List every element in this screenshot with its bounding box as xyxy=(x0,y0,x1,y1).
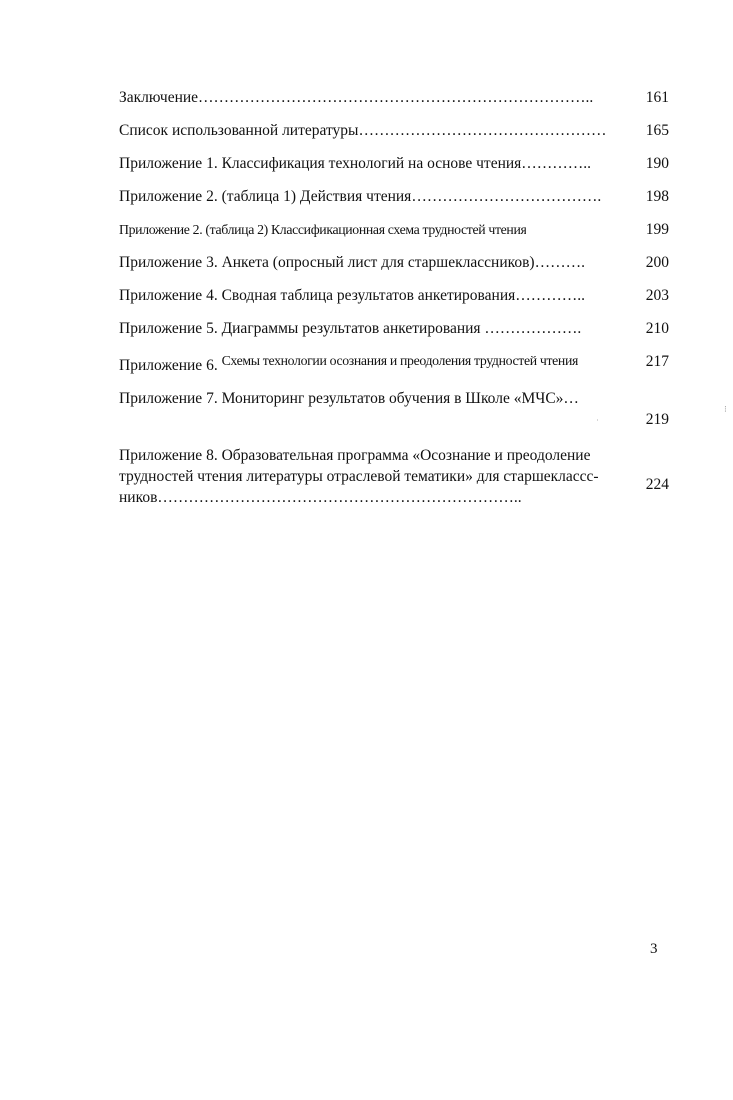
toc-entry-title: Приложение 2. (таблица 2) Классификационная схема трудностей чтения xyxy=(119,222,527,237)
toc-entry-appendix-3 xyxy=(119,253,669,286)
toc-entry-label: Приложение 6. xyxy=(119,357,218,374)
toc-entry-appendix-5 xyxy=(119,319,669,352)
toc-entry-title: Приложение 4. Сводная таблица результатов анкетирования………….. xyxy=(119,287,585,304)
toc-entry-page: 219 xyxy=(645,411,669,428)
toc-entry-title: Приложение 3. Анкета (опросный лист для старшеклассников)………. xyxy=(119,254,585,271)
toc-entry-page: 200 xyxy=(645,254,669,271)
toc-entry-title: Приложение 8. Образовательная программа «Осознание и преодоление трудностей чтения литературы отраслевой тематики» для старшеклассс-ников…………………………………………………………….. xyxy=(119,447,599,506)
toc-entry-appendix-1 xyxy=(119,154,669,187)
toc-entry-page: 203 xyxy=(645,287,669,304)
toc-entry-title: Заключение………………………………………………………………….. xyxy=(119,89,594,106)
toc-entry-page: 165 xyxy=(645,122,669,139)
toc-entry-title-wrap xyxy=(119,356,578,376)
toc-entry-page: 224 xyxy=(645,476,669,493)
toc-entry-title: Список использованной литературы………………………………………… xyxy=(119,122,607,139)
toc-entry-title: Схемы технологии осознания и преодоления трудностей чтения xyxy=(221,356,578,368)
scan-speck: ˙ xyxy=(596,418,599,428)
scan-speck: ⁝ xyxy=(724,404,727,414)
toc-entry-conclusion xyxy=(119,88,669,121)
toc-entry-page: 217 xyxy=(645,353,669,370)
toc-entry-appendix-2-table-2 xyxy=(119,220,669,253)
toc-entry-page: 198 xyxy=(645,188,669,205)
toc-entry-appendix-8 xyxy=(119,445,669,511)
table-of-contents xyxy=(119,88,669,511)
toc-entry-page: 210 xyxy=(645,320,669,337)
toc-entry-appendix-6 xyxy=(119,352,669,389)
toc-entry-title: Приложение 5. Диаграммы результатов анкетирования ………………. xyxy=(119,320,582,337)
page-number: 3 xyxy=(650,941,658,957)
toc-entry-page: 161 xyxy=(645,89,669,106)
toc-entry-page: 190 xyxy=(645,155,669,172)
toc-entry-references xyxy=(119,121,669,154)
toc-entry-title: Приложение 1. Классификация технологий на основе чтения………….. xyxy=(119,155,592,172)
toc-entry-appendix-2-table-1 xyxy=(119,187,669,220)
toc-entry-appendix-7 xyxy=(119,389,669,445)
toc-entry-appendix-4 xyxy=(119,286,669,319)
toc-entry-title: Приложение 2. (таблица 1) Действия чтения………………………………. xyxy=(119,188,602,205)
toc-entry-title: Приложение 7. Мониторинг результатов обучения в Школе «МЧС»… xyxy=(119,390,579,407)
toc-entry-page: 199 xyxy=(645,221,669,238)
